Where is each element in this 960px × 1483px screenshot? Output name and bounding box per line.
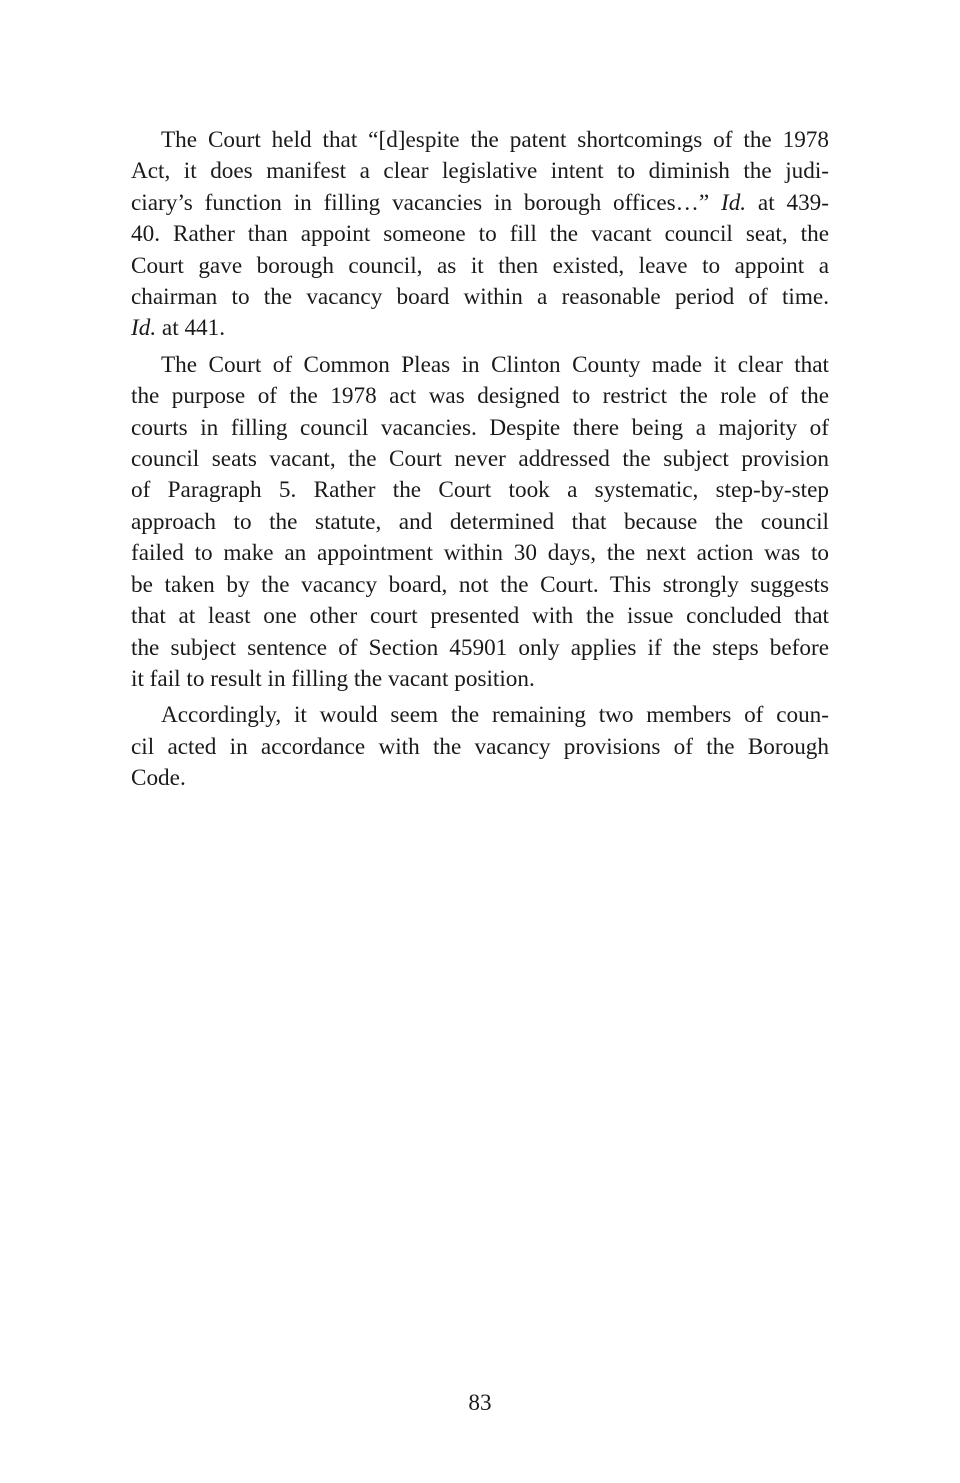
text-line: it fail to result in filling the vacant position. xyxy=(131,665,535,692)
page-body xyxy=(131,125,829,795)
text-line: Court gave borough council, as it then existed, leave to appoint a xyxy=(131,252,829,279)
text-line: the purpose of the 1978 act was designed to restrict the role of the xyxy=(131,383,829,410)
text-line: The Court of Common Pleas in Clinton County made it clear that xyxy=(161,351,829,378)
citation-page: at 439- xyxy=(746,189,829,216)
text-line: council seats vacant, the Court never addressed the subject provision xyxy=(131,446,829,473)
paragraph-1 xyxy=(131,125,829,345)
text-line: The Court held that “[d]espite the patent shortcomings of the 1978 xyxy=(161,127,829,153)
text-line: the subject sentence of Section 45901 only applies if the steps before xyxy=(131,634,829,661)
text-line: Code. xyxy=(131,765,186,792)
paragraph-3 xyxy=(131,700,829,794)
text-line: cil acted in accordance with the vacancy provisions of the Borough xyxy=(131,733,829,760)
text-line: failed to make an appointment within 30 days, the next action was to xyxy=(131,540,829,567)
text-line: courts in filling council vacancies. Despite there being a majority of xyxy=(131,414,829,441)
citation-id: Id. xyxy=(131,315,157,342)
text-line: approach to the statute, and determined that because the council xyxy=(131,508,829,535)
text-line: of Paragraph 5. Rather the Court took a systematic, step-by-step xyxy=(131,477,829,504)
text-line xyxy=(131,188,829,219)
text-line: chairman to the vacancy board within a reasonable period of time. xyxy=(131,284,829,311)
text-segment: ciary’s function in filling vacancies in borough offices…” xyxy=(131,189,710,216)
text-segment: at 441. xyxy=(161,315,226,342)
page-number: 83 xyxy=(468,1390,492,1416)
text-line: Accordingly, it would seem the remaining two members of coun- xyxy=(161,702,829,729)
text-line: Act, it does manifest a clear legislative intent to diminish the judi- xyxy=(131,158,829,185)
text-line xyxy=(131,313,829,344)
citation-id: Id. xyxy=(720,189,747,216)
text-line: be taken by the vacancy board, not the Court. This strongly suggests xyxy=(131,571,829,598)
paragraph-2 xyxy=(131,350,829,695)
text-line: 40. Rather than appoint someone to fill the vacant council seat, the xyxy=(131,221,829,248)
text-line: that at least one other court presented with the issue concluded that xyxy=(131,603,829,630)
